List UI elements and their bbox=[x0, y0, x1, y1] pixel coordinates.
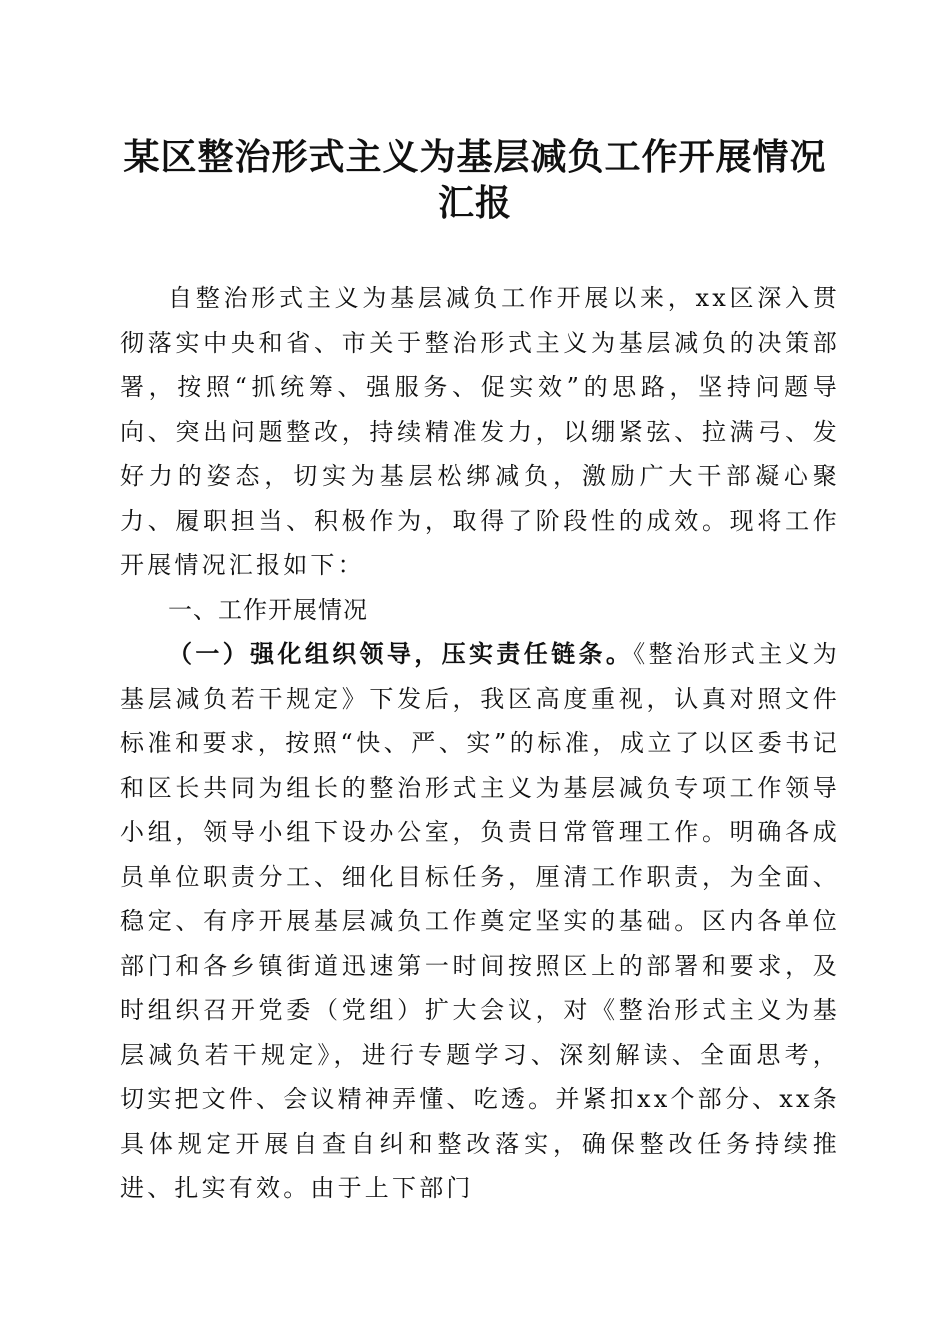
subsection-body: 《整治形式主义为基层减负若干规定》下发后，我区高度重视，认真对照文件标准和要求，按照“快、严、实”的标准，成立了以区委书记和区长共同为组长的整治形式主义为基层减负专项工作领导小组，领导小组下设办公室，负责日常管理工作。明确各成员单位职责分工、细化目标任务，厘清工作职责，为全面、稳定、有序开展基层减负工作奠定坚实的基础。区内各单位部门和各乡镇街道迅速第一时间按照区上的部署和要求，及时组织召开党委（党组）扩大会议，对《整治形式主义为基层减负若干规定》，进行专题学习、深刻解读、全面思考，切实把文件、会议精神弄懂、吃透。并紧扣xx个部分、xx条具体规定开展自查自纠和整改落实，确保整改任务持续推进、扎实有效。由于上下部门 bbox=[120, 640, 840, 1202]
document-title: 某区整治形式主义为基层减负工作开展情况汇报 bbox=[123, 136, 827, 224]
subsection-paragraph bbox=[120, 632, 840, 1211]
subsection-heading: （一）强化组织领导，压实责任链条。 bbox=[168, 639, 634, 668]
document-body bbox=[120, 276, 840, 1211]
section-heading: 一、工作开展情况 bbox=[168, 595, 368, 624]
intro-paragraph: 自整治形式主义为基层减负工作开展以来，xx区深入贯彻落实中央和省、市关于整治形式主义为基层减负的决策部署，按照“抓统筹、强服务、促实效”的思路，坚持问题导向、突出问题整改，持续精准发力，以绷紧弦、拉满弓、发好力的姿态，切实为基层松绑减负，激励广大干部凝心聚力、履职担当、积极作为，取得了阶段性的成效。现将工作开展情况汇报如下： bbox=[120, 284, 840, 579]
